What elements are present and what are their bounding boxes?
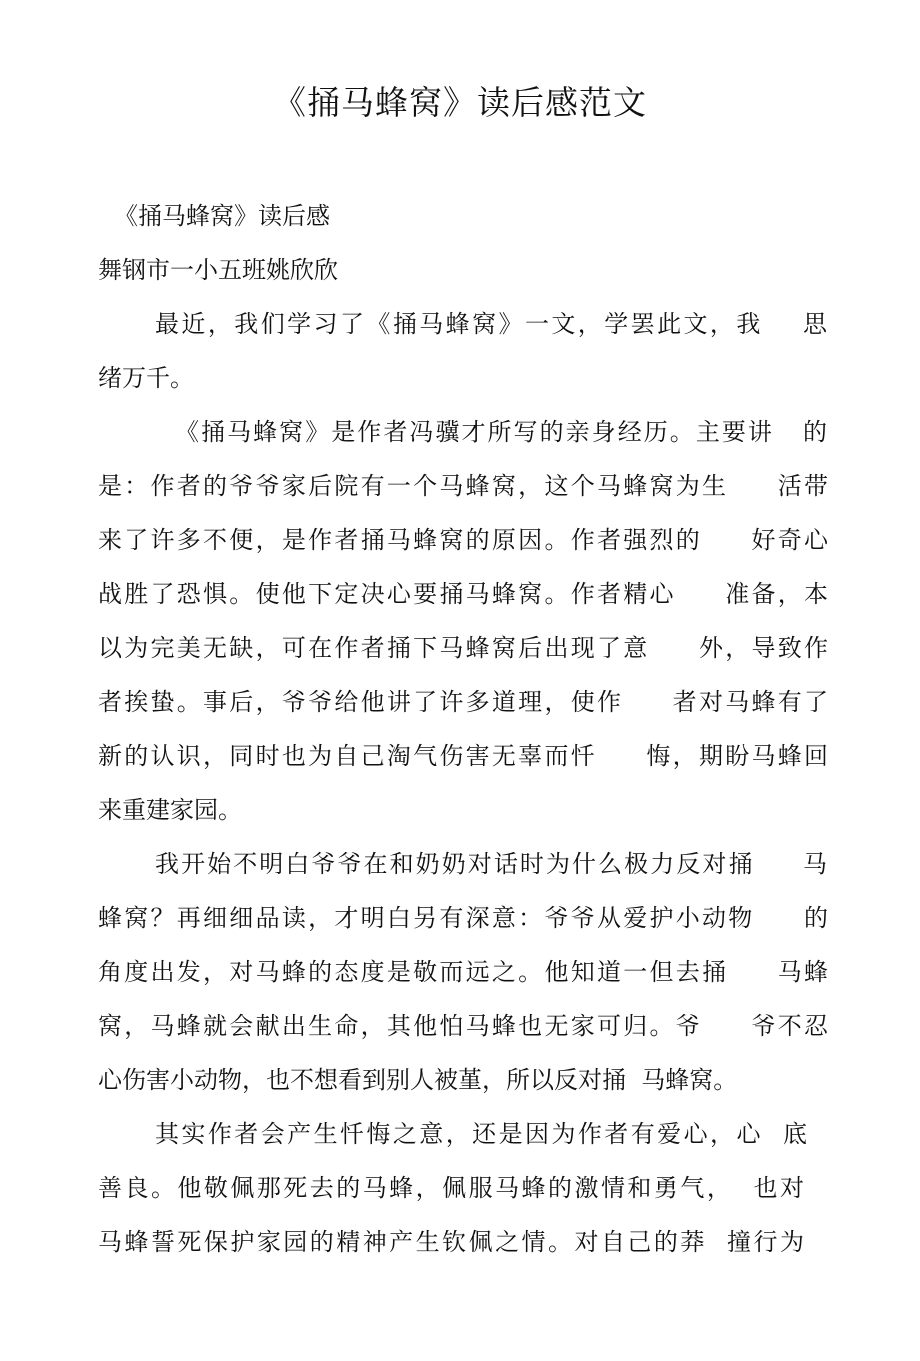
paragraph-line: 战胜了恐惧。使他下定决心要捅马蜂窝。作者精心 准备，本 [98, 580, 828, 608]
paragraph-line: 来重建家园。 [98, 796, 242, 824]
document-title: 《捅马蜂窝》读后感范文 [273, 83, 647, 122]
paragraph-line: 我开始不明白爷爷在和奶奶对话时为什么极力反对捅 马 [155, 850, 827, 878]
paragraph-line: 《捅马蜂窝》是作者冯骥才所写的亲身经历。主要讲 的 [175, 418, 827, 446]
author-line: 舞钢市一小五班姚欣欣 [98, 256, 338, 284]
paragraph-line: 新的认识，同时也为自己淘气伤害无辜而忏 悔，期盼马蜂回 [98, 742, 828, 770]
essay-subtitle: 《捅马蜂窝》读后感 [114, 202, 330, 230]
paragraph-line: 者挨蛰。事后，爷爷给他讲了许多道理，使作 者对马蜂有了 [98, 688, 828, 716]
paragraph-line: 其实作者会产生忏悔之意，还是因为作者有爱心，心 底 [155, 1120, 807, 1148]
paragraph-line: 马蜂誓死保护家园的精神产生钦佩之情。对自己的莽 撞行为 [98, 1228, 804, 1256]
paragraph-line: 以为完美无缺，可在作者捅下马蜂窝后出现了意 外，导致作 [98, 634, 828, 662]
paragraph-line: 窝，马蜂就会献出生命，其他怕马蜂也无家可归。爷 爷不忍 [98, 1012, 828, 1040]
paragraph-line: 来了许多不便，是作者捅马蜂窝的原因。作者强烈的 好奇心 [98, 526, 828, 554]
paragraph-line: 绪万千。 [98, 364, 194, 392]
paragraph-line: 善良。他敬佩那死去的马蜂，佩服马蜂的激情和勇气， 也对 [98, 1174, 804, 1202]
paragraph-line: 最近，我们学习了《捅马蜂窝》一文，学罢此文，我 思 [155, 310, 827, 338]
paragraph-line: 蜂窝？再细细品读，才明白另有深意：爷爷从爱护小动物 的 [98, 904, 828, 932]
paragraph-line: 心伤害小动物，也不想看到别人被堇，所以反对捅 马蜂窝。 [98, 1066, 738, 1094]
paragraph-line: 角度出发，对马蜂的态度是敬而远之。他知道一但去捅 马蜂 [98, 958, 828, 986]
paragraph-line: 是：作者的爷爷家后院有一个马蜂窝，这个马蜂窝为生 活带 [98, 472, 828, 500]
